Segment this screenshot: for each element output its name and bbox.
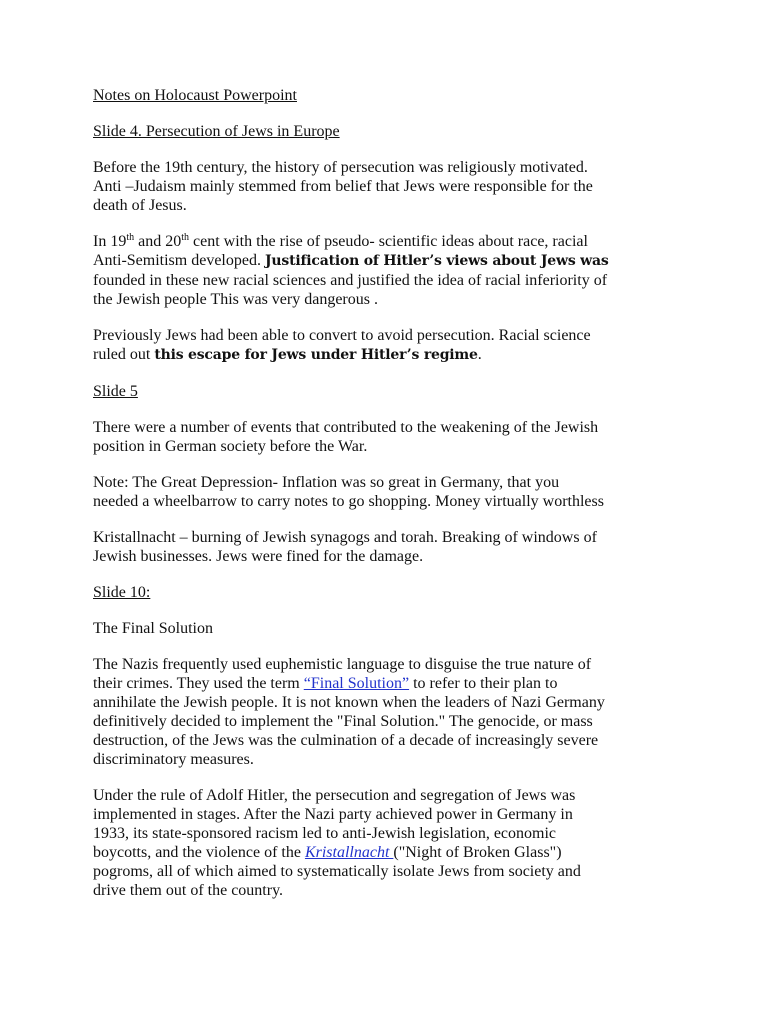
final-solution-heading-text: The Final Solution [93,620,213,637]
text-line: implemented in stages. After the Nazi party achieved power in Germany in [93,806,573,823]
bold-text: this escape for Jews under Hitler’s regime [154,347,478,363]
document-title-text: Notes on Holocaust Powerpoint [93,87,297,104]
superscript: th [126,232,135,243]
slide-10-heading [93,583,683,602]
superscript: th [181,232,189,243]
paragraph-racial-antisemitism [93,232,683,309]
paragraph-religious-persecution [93,158,683,215]
text-line: Jewish businesses. Jews were fined for the damage. [93,548,424,565]
text-fragment: ("Night of Broken Glass") [393,844,562,861]
text-line: death of Jesus. [93,197,187,214]
text-line: the Jewish people This was very dangerous . [93,291,378,308]
text-fragment: cent with the rise of pseudo- scientific ideas about race, racial [189,233,588,250]
text-fragment: Anti-Semitism developed. [93,252,265,269]
text-line: Kristallnacht – burning of Jewish synagogs and torah. Breaking of windows of [93,529,597,546]
text-line: position in German society before the War. [93,438,368,455]
document-body [93,86,683,917]
final-solution-link[interactable]: “Final Solution” [303,675,410,692]
paragraph-weakening-events [93,418,683,456]
slide-10-heading-text: Slide 10: [93,584,151,601]
text-line: pogroms, all of which aimed to systematically isolate Jews from society and [93,863,581,880]
bold-text: Justification of Hitler’s views about Jews was [264,253,609,269]
text-line: Under the rule of Adolf Hitler, the persecution and segregation of Jews was [93,787,576,804]
text-fragment: In 19 [93,233,127,250]
slide-4-heading [93,122,683,141]
paragraph-great-depression [93,473,683,511]
slide-5-heading-text: Slide 5 [93,383,138,400]
text-line: Previously Jews had been able to convert to avoid persecution. Racial science [93,327,591,344]
text-line: definitively decided to implement the "Final Solution." The genocide, or mass [93,713,593,730]
document-title [93,86,683,105]
text-line: Note: The Great Depression- Inflation was so great in Germany, that you [93,474,560,491]
final-solution-heading [93,619,683,638]
text-line: destruction, of the Jews was the culmination of a decade of increasingly severe [93,732,599,749]
text-fragment: ruled out [93,346,155,363]
text-line: founded in these new racial sciences and justified the idea of racial inferiority of [93,272,608,289]
text-line: drive them out of the country. [93,882,284,899]
text-line: annihilate the Jewish people. It is not known when the leaders of Nazi Germany [93,694,605,711]
slide-4-heading-text: Slide 4. Persecution of Jews in Europe [93,123,340,140]
paragraph-hitler-rule [93,786,683,900]
text-fragment: and 20 [134,233,182,250]
paragraph-kristallnacht [93,528,683,566]
text-line: The Nazis frequently used euphemistic language to disguise the true nature of [93,656,592,673]
text-line: 1933, its state-sponsored racism led to anti-Jewish legislation, economic [93,825,557,842]
text-line: There were a number of events that contributed to the weakening of the Jewish [93,419,599,436]
text-fragment: to refer to their plan to [409,675,558,692]
text-fragment: . [477,346,482,363]
text-fragment: their crimes. They used the term [93,675,304,692]
text-fragment: boycotts, and the violence of the [93,844,305,861]
slide-5-heading [93,382,683,401]
text-line: needed a wheelbarrow to carry notes to go shopping. Money virtually worthless [93,493,604,510]
text-line: discriminatory measures. [93,751,254,768]
paragraph-euphemistic-language [93,655,683,769]
paragraph-conversion [93,326,683,365]
text-line: Anti –Judaism mainly stemmed from belief that Jews were responsible for the [93,178,593,195]
text-line: Before the 19th century, the history of persecution was religiously motivated. [93,159,588,176]
kristallnacht-link[interactable]: Kristallnacht [304,844,394,861]
